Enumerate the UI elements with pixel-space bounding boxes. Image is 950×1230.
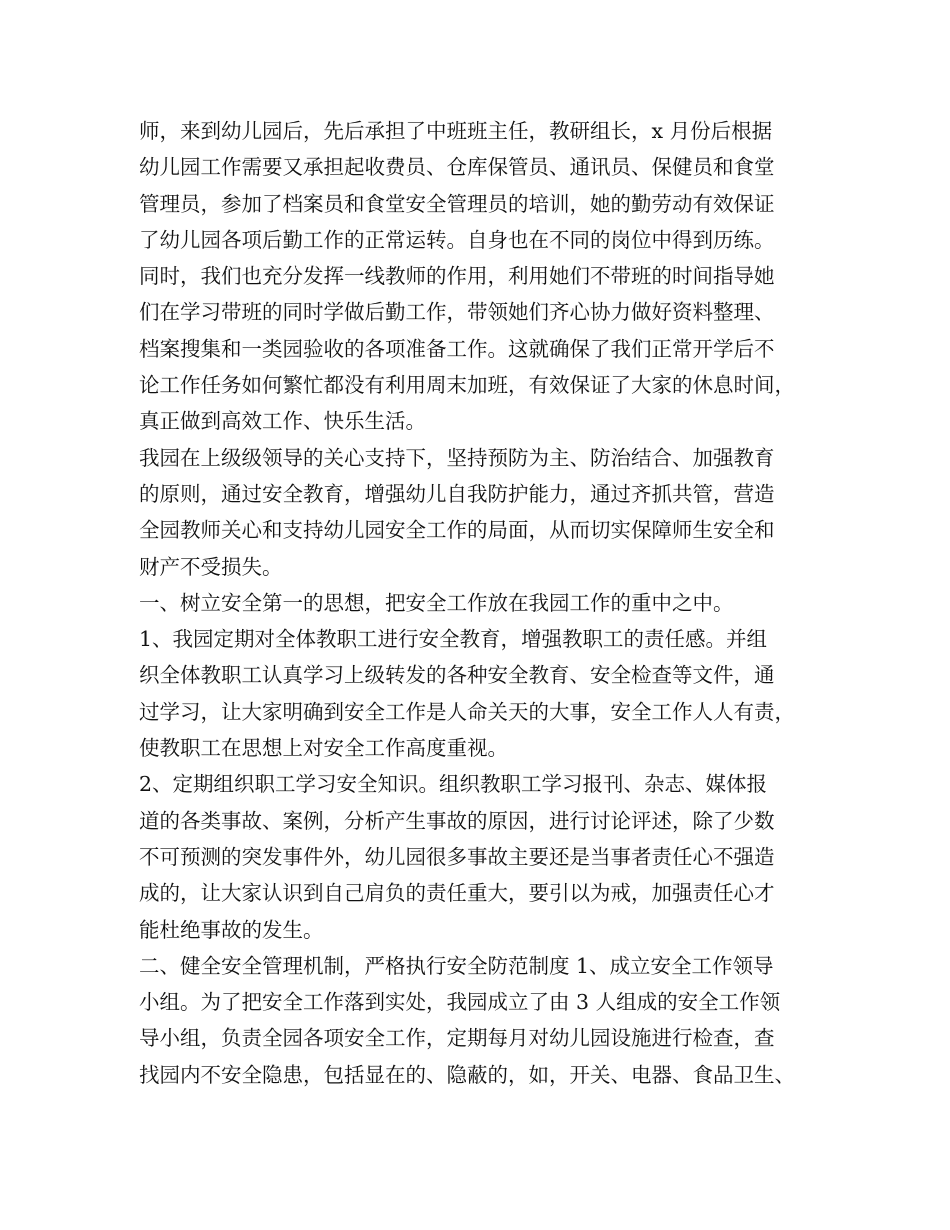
- text-line: 幼儿园工作需要又承担起收费员、仓库保管员、通讯员、保健员和食堂: [139, 155, 775, 180]
- text-line: 导小组，负责全园各项安全工作，定期每月对幼儿园设施进行检查，查: [139, 1026, 775, 1051]
- text-line: 档案搜集和一类园验收的各项准备工作。这就确保了我们正常开学后不: [139, 336, 775, 361]
- text-line: 同时，我们也充分发挥一线教师的作用，利用她们不带班的时间指导她: [139, 264, 775, 289]
- document-body: [139, 113, 829, 1093]
- text-line: 全园教师关心和支持幼儿园安全工作的局面，从而切实保障师生安全和: [139, 518, 775, 543]
- text-line: 找园内不安全隐患，包括显在的、隐蔽的，如，开关、电器、食品卫生、: [139, 1062, 795, 1087]
- text-line: 论工作任务如何繁忙都没有利用周末加班，有效保证了大家的休息时间，: [139, 373, 795, 398]
- text-line: 能杜绝事故的发生。: [139, 917, 324, 942]
- text-line: 使教职工在思想上对安全工作高度重视。: [139, 736, 508, 761]
- text-line: 我园在上级级领导的关心支持下，坚持预防为主、防治结合、加强教育: [139, 445, 775, 470]
- text-line: 们在学习带班的同时学做后勤工作，带领她们齐心协力做好资料整理、: [139, 300, 775, 325]
- text-line: 过学习，让大家明确到安全工作是人命关天的大事，安全工作人人有责，: [139, 699, 795, 724]
- text-line: 财产不受损失。: [139, 554, 283, 579]
- section-heading: 一、树立安全第一的思想，把安全工作放在我园工作的重中之中。: [139, 590, 734, 615]
- text-line: 了幼儿园各项后勤工作的正常运转。自身也在不同的岗位中得到历练。: [139, 227, 775, 252]
- text-line: 的原则，通过安全教育，增强幼儿自我防护能力，通过齐抓共管，营造: [139, 481, 775, 506]
- text-line: 小组。为了把安全工作落到实处，我园成立了由 3 人组成的安全工作领: [139, 990, 781, 1015]
- text-line: 管理员，参加了档案员和食堂安全管理员的培训，她的勤劳动有效保证: [139, 191, 775, 216]
- section-heading: 二、健全安全管理机制，严格执行安全防范制度 1、成立安全工作领导: [139, 953, 774, 978]
- text-line: 不可预测的突发事件外，幼儿园很多事故主要还是当事者责任心不强造: [139, 844, 775, 869]
- text-line: 师，来到幼儿园后，先后承担了中班班主任，教研组长，x 月份后根据: [139, 119, 773, 143]
- text-line: 道的各类事故、案例，分析产生事故的原因，进行讨论评述，除了少数: [139, 808, 775, 833]
- text-line: 1、我园定期对全体教职工进行安全教育，增强教职工的责任感。并组: [139, 627, 768, 652]
- text-line: 2、定期组织职工学习安全知识。组织教职工学习报刊、杂志、媒体报: [139, 772, 768, 797]
- text-line: 成的，让大家认识到自己肩负的责任重大，要引以为戒，加强责任心才: [139, 881, 775, 906]
- text-line: 真正做到高效工作、快乐生活。: [139, 409, 426, 434]
- text-line: 织全体教职工认真学习上级转发的各种安全教育、安全检查等文件，通: [139, 663, 775, 688]
